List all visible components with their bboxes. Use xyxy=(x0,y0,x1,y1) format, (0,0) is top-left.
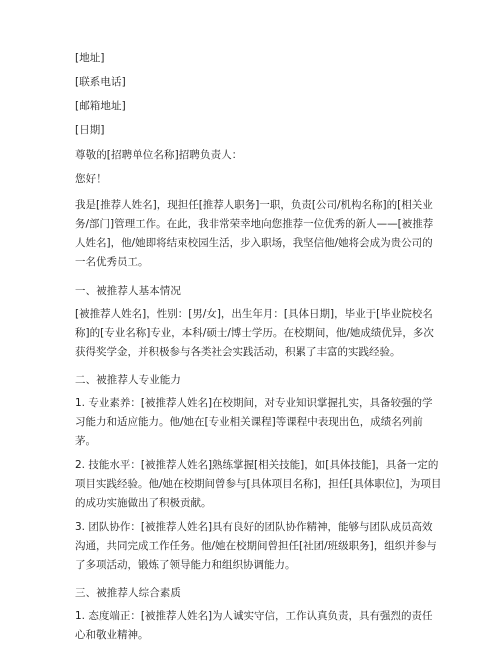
greeting: 您好！ xyxy=(75,173,107,185)
basic-info-paragraph: [被推荐人姓名]，性别：[男/女]，出生年月：[具体日期]，毕业于[毕业院校名称]的[专业名称]专业，本科/硕士/博士学历。在校期间，他/她成绩优异，多次获得奖学金，并积极参与各类社会实践活动，积累了丰富的实践经验。 xyxy=(75,308,434,358)
list-item-professional-quality: 1. 专业素养：[被推荐人姓名]在校期间，对专业知识掌握扎实，具备较强的学习能力和适应能力。他/她在[专业相关课程]等课程中表现出色，成绩名列前茅。 xyxy=(75,397,433,447)
letter-date: [日期] xyxy=(75,124,105,136)
section-heading-professional-ability: 二、被推荐人专业能力 xyxy=(75,374,181,386)
list-item-skill-level: 2. 技能水平：[被推荐人姓名]熟练掌握[相关技能]，如[具体技能]，具备一定的项目实践经验。他/她在校期间曾参与[具体项目名称]，担任[具体职位]，为项目的成功实施做出了积极贡献。 xyxy=(75,459,442,509)
salutation: 尊敬的[招聘单位名称]招聘负责人： xyxy=(75,149,243,161)
section-heading-basic-info: 一、被推荐人基本情况 xyxy=(75,285,181,297)
sender-phone: [联系电话] xyxy=(75,76,126,88)
sender-address: [地址] xyxy=(75,52,105,64)
list-item-teamwork: 3. 团队协作：[被推荐人姓名]具有良好的团队协作精神，能够与团队成员高效沟通，共同完成工作任务。他/她在校期间曾担任[社团/班级职务]，组织并参与了多项活动，锻炼了领导能力和组织协调能力。 xyxy=(75,521,437,571)
section-heading-overall-quality: 三、被推荐人综合素质 xyxy=(75,587,181,599)
sender-email: [邮箱地址] xyxy=(75,100,126,112)
list-item-attitude: 1. 态度端正：[被推荐人姓名]为人诚实守信，工作认真负责，具有强烈的责任心和敬业精神。 xyxy=(75,610,433,641)
intro-paragraph: 我是[推荐人姓名]，现担任[推荐人职务]一职，负责[公司/机构名称]的[相关业务/部门]管理工作。在此，我非常荣幸地向您推荐一位优秀的新人——[被推荐人姓名]，他/她即将结束校园生活，步入职场，我坚信他/她将会成为贵公司的一名优秀员工。 xyxy=(75,199,434,268)
